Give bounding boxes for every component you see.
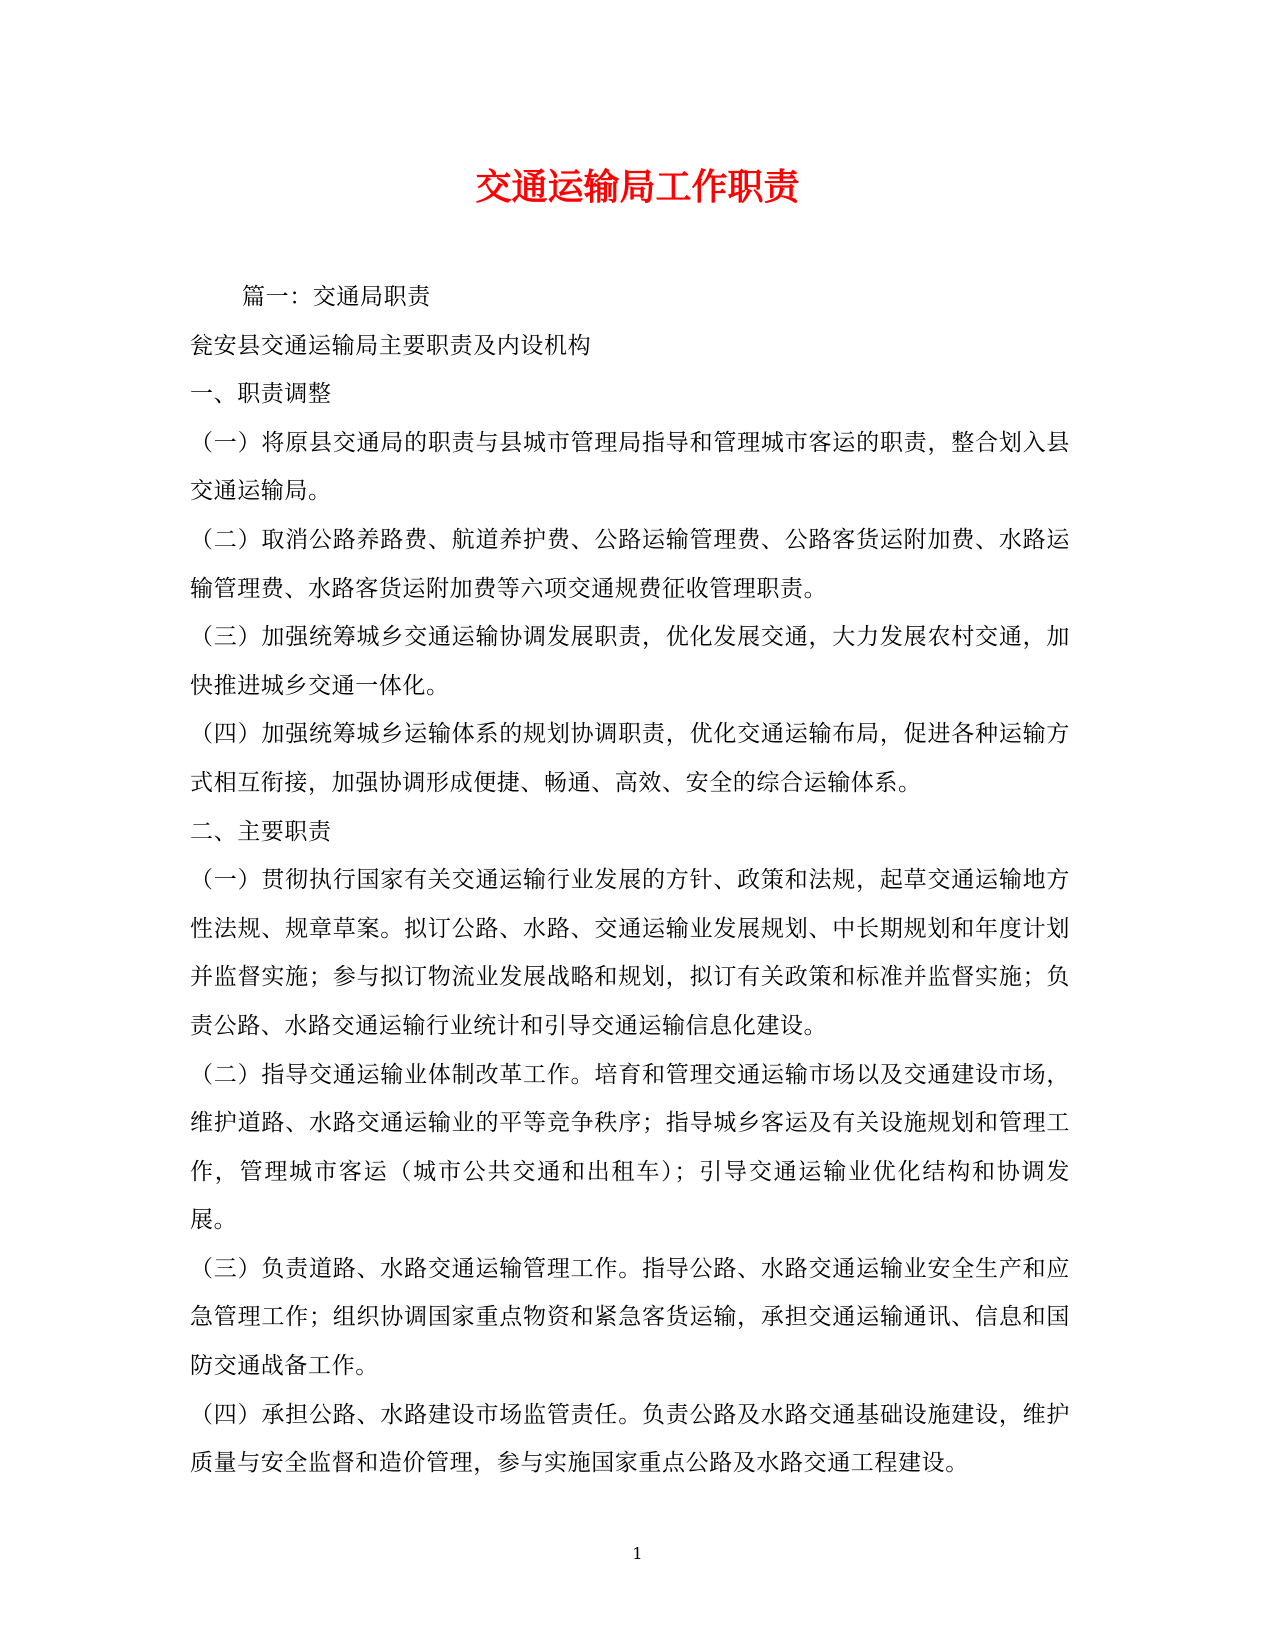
document-body xyxy=(190,273,1070,1488)
section-heading-part-one: 篇一：交通局职责 xyxy=(242,284,431,310)
paragraph: （二）指导交通运输业体制改革工作。培育和管理交通运输市场以及交通建设市场，维护道路、水路交通运输业的平等竞争秩序；指导城乡客运及有关设施规划和管理工作，管理城市客运（城市公共交通和出租车）；引导交通运输业优化结构和协调发展。 xyxy=(190,1061,1070,1234)
section-heading-main-duties: 二、主要职责 xyxy=(190,818,332,845)
page-number: 1 xyxy=(632,1544,643,1563)
document-title: 交通运输局工作职责 xyxy=(475,167,800,208)
paragraph: （三）加强统筹城乡交通运输协调发展职责，优化发展交通，大力发展农村交通，加快推进城乡交通一体化。 xyxy=(190,624,1070,699)
paragraph: （四）承担公路、水路建设市场监管责任。负责公路及水路交通基础设施建设，维护质量与安全监督和造价管理，参与实施国家重点公路及水路交通工程建设。 xyxy=(190,1401,1070,1477)
paragraph: （三）负责道路、水路交通运输管理工作。指导公路、水路交通运输业安全生产和应急管理工作；组织协调国家重点物资和紧急客货运输，承担交通运输通讯、信息和国防交通战备工作。 xyxy=(190,1255,1070,1380)
paragraph: （一）贯彻执行国家有关交通运输行业发展的方针、政策和法规，起草交通运输地方性法规、规章草案。拟订公路、水路、交通运输业发展规划、中长期规划和年度计划并监督实施；参与拟订物流业发展战略和规划，拟订有关政策和标准并监督实施；负责公路、水路交通运输行业统计和引导交通运输信息化建设。 xyxy=(190,867,1070,1039)
paragraph: （一）将原县交通局的职责与县城市管理局指导和管理城市客运的职责，整合划入县交通运输局。 xyxy=(190,429,1070,505)
paragraph: （二）取消公路养路费、航道养护费、公路运输管理费、公路客货运附加费、水路运输管理费、水路客货运附加费等六项交通规费征收管理职责。 xyxy=(190,526,1070,602)
subtitle-line: 瓮安县交通运输局主要职责及内设机构 xyxy=(190,332,592,359)
paragraph: （四）加强统筹城乡运输体系的规划协调职责，优化交通运输布局，促进各种运输方式相互衔接，加强协调形成便捷、畅通、高效、安全的综合运输体系。 xyxy=(190,721,1070,796)
section-heading-duty-adjustment: 一、职责调整 xyxy=(190,381,332,408)
